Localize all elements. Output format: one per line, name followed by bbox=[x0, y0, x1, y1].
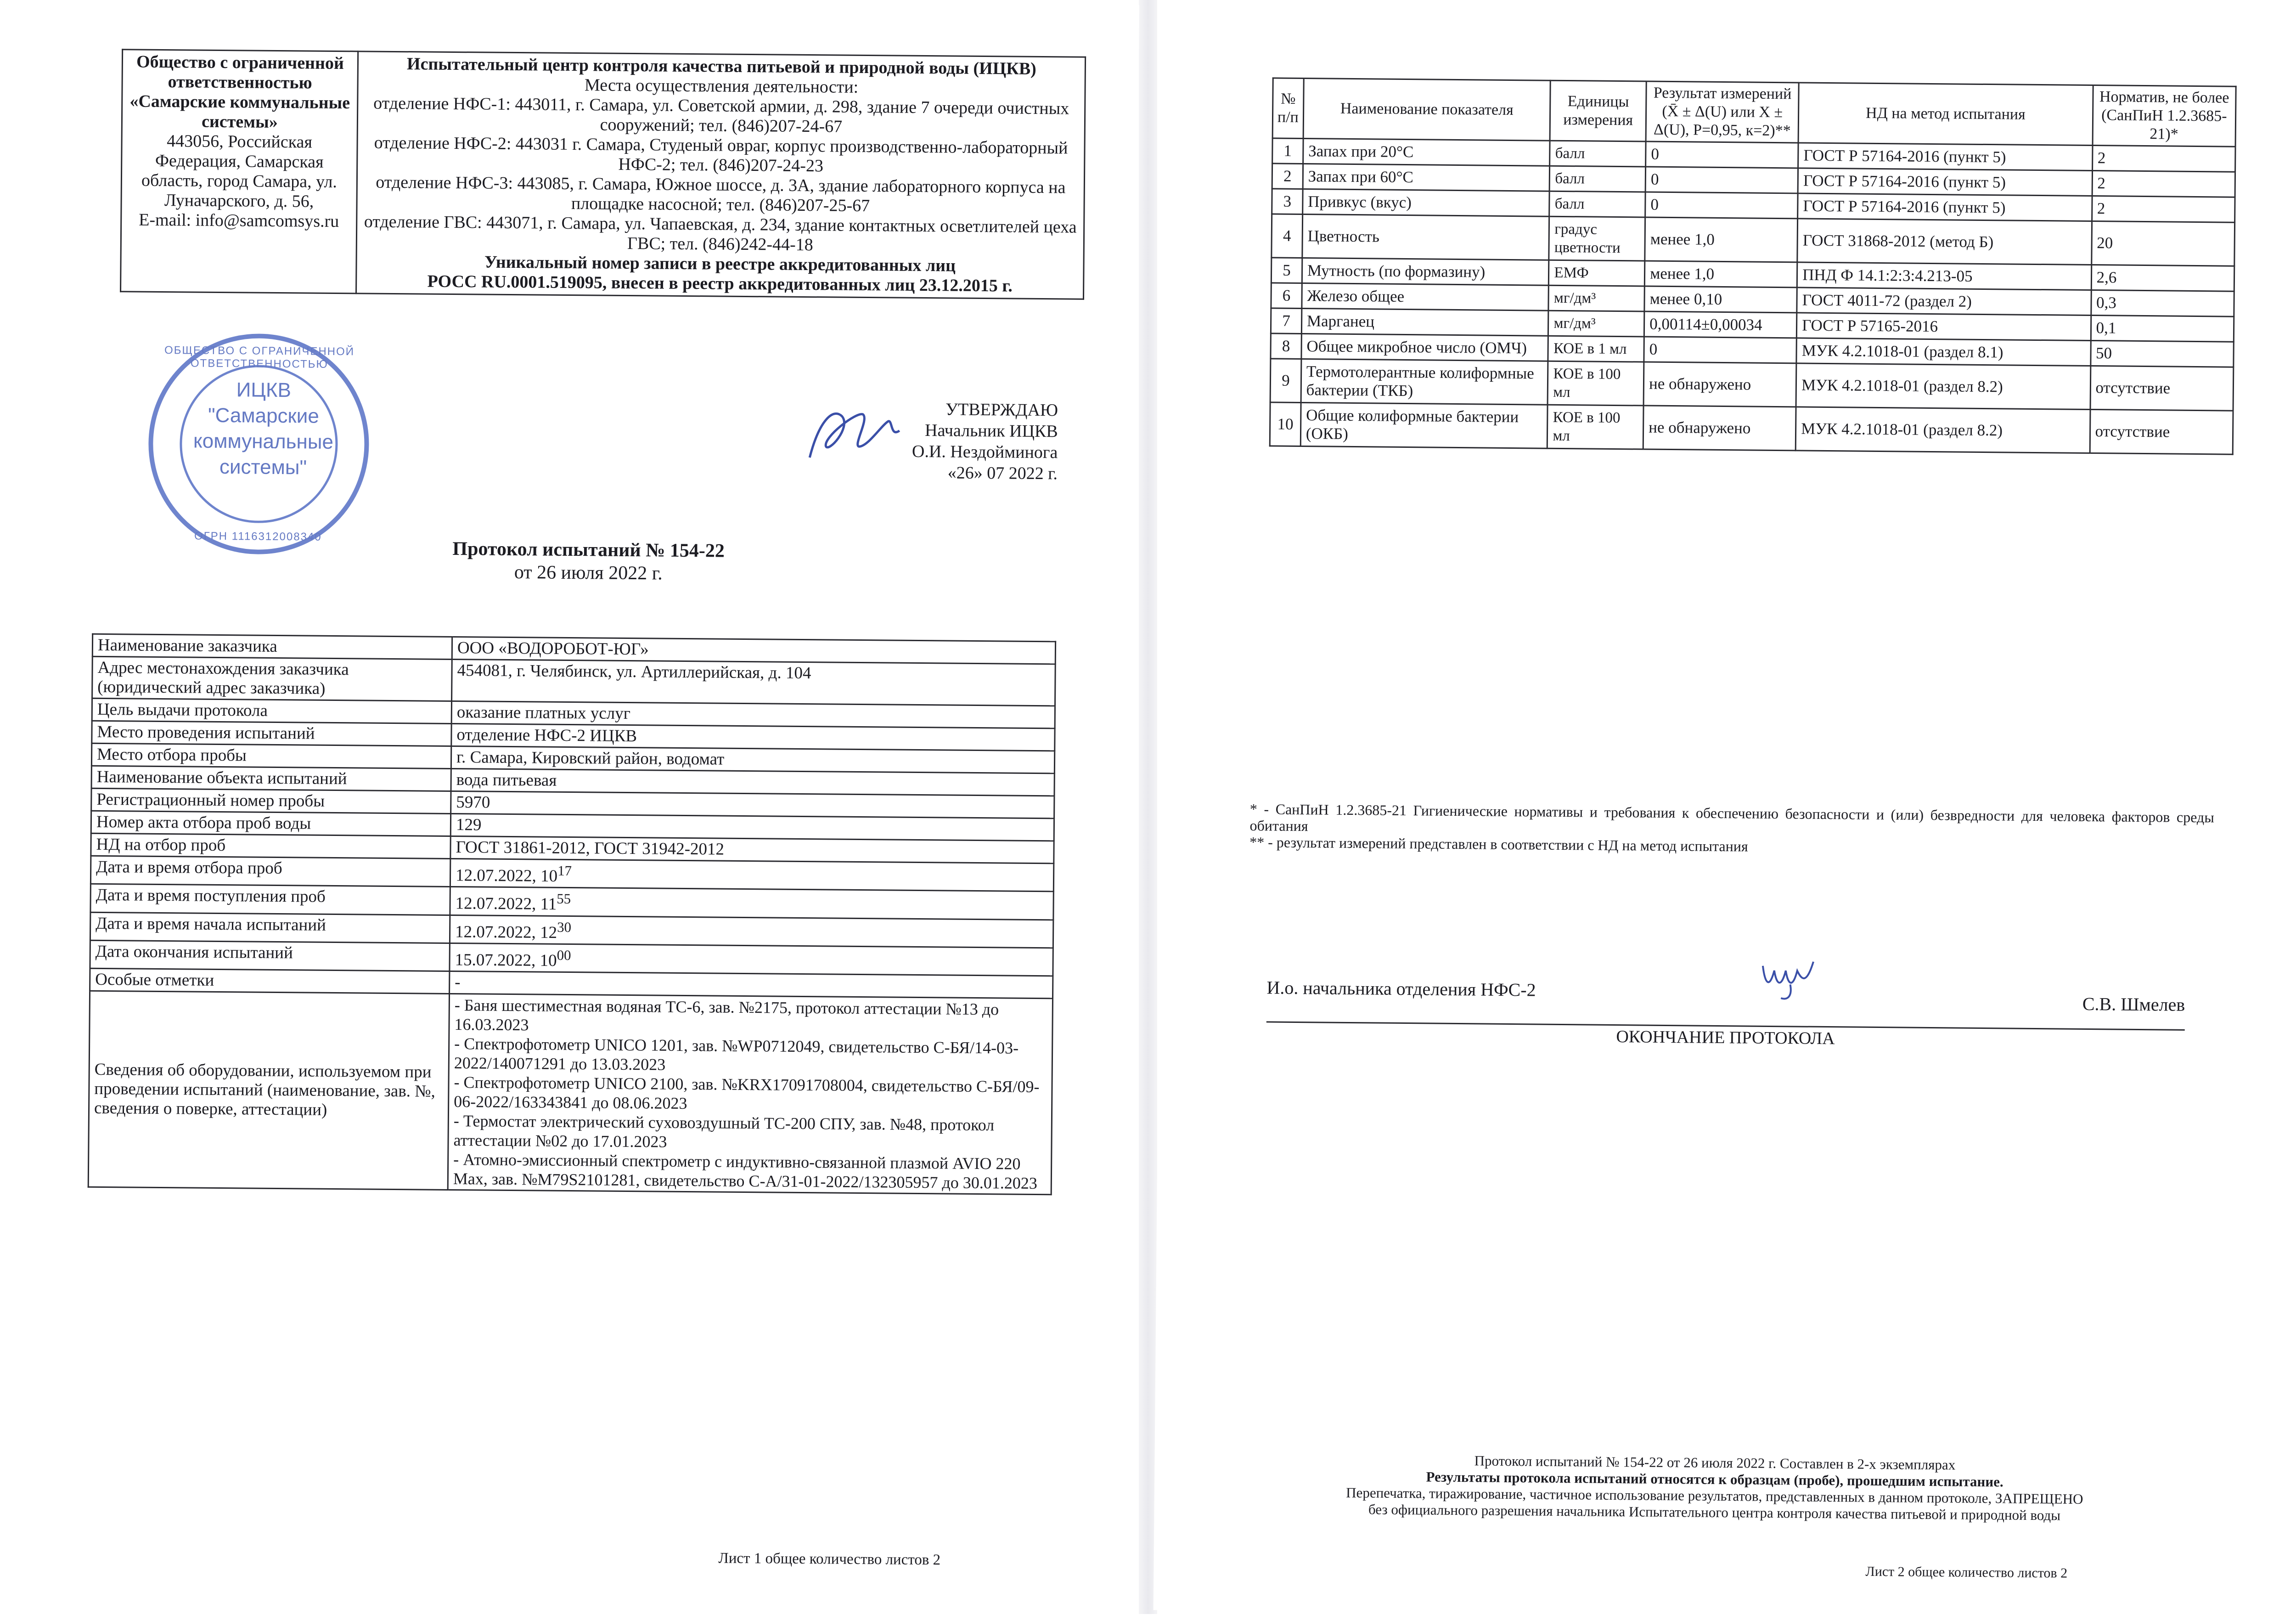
unit: КОЕ в 100 мл bbox=[1548, 405, 1643, 449]
info-label: Дата и время отбора проб bbox=[90, 856, 450, 886]
result-value: 0 bbox=[1645, 192, 1798, 219]
note-sanpin: * - СанПиН 1.2.3685-21 Гигиенические нормативы и требования к обеспечению безопасности и (или) безвредности для человека факторов среды обитания bbox=[1249, 801, 2214, 835]
protocol-page-2 bbox=[1154, 0, 2296, 1620]
center-cell bbox=[356, 51, 1086, 299]
result-value: 0 bbox=[1645, 167, 1798, 193]
unit: балл bbox=[1549, 191, 1645, 217]
seal-line-4: системы" bbox=[219, 455, 307, 479]
test-method: ГОСТ 4011-72 (раздел 2) bbox=[1797, 288, 2091, 316]
row-number: 3 bbox=[1272, 189, 1303, 214]
center-title: Испытательный центр контроля качества питьевой и природной воды (ИЦКВ) bbox=[406, 54, 1036, 79]
test-method: ГОСТ Р 57164-2016 (пункт 5) bbox=[1798, 168, 2092, 196]
org-name: Общество с ограниченной ответственностью «Самарские коммунальные системы» bbox=[129, 52, 350, 132]
test-method: МУК 4.2.1018-01 (раздел 8.2) bbox=[1795, 407, 2090, 453]
equipment-item: - Баня шестиместная водяная ТС-6, зав. №2175, протокол аттестации №13 до 16.03.2023 bbox=[454, 996, 999, 1034]
org-address: 443056, Российская Федерация, Самарская область, город Самара, ул. Луначарского, д. 56, bbox=[141, 131, 338, 211]
info-label: Дата окончания испытаний bbox=[90, 940, 450, 971]
indicator-name: Запах при 20°C bbox=[1303, 139, 1550, 166]
approve-position: Начальник ИЦКВ bbox=[924, 421, 1058, 441]
unit: КОЕ в 1 мл bbox=[1548, 336, 1644, 362]
row-number: 1 bbox=[1272, 138, 1303, 164]
row-number: 5 bbox=[1271, 258, 1302, 283]
org-email: E-mail: info@samcomsys.ru bbox=[139, 210, 339, 231]
info-value-text: 12.07.2022, 12 bbox=[455, 922, 557, 942]
indicator-name: Железо общее bbox=[1302, 283, 1549, 311]
info-value-text: г. Самара, Кировский район, водомат bbox=[456, 748, 725, 769]
seal-line-3: коммунальные bbox=[193, 429, 334, 453]
equipment-item: - Спектрофотометр UNICO 1201, зав. №WP0712049, свидетельство С-БЯ/14-03-2022/140071291 до 13.03.2023 bbox=[454, 1034, 1019, 1074]
indicator-name: Цветность bbox=[1302, 214, 1549, 260]
col-units: Единицы измерения bbox=[1550, 80, 1647, 141]
seal-line-2: "Самарские bbox=[208, 404, 320, 428]
protocol-heading bbox=[359, 536, 818, 586]
letterhead-table bbox=[120, 49, 1086, 299]
approve-title: УТВЕРЖДАЮ bbox=[945, 400, 1058, 420]
results-header-row bbox=[1272, 78, 2236, 147]
seal-ring-top-text: ОБЩЕСТВО С ОГРАНИЧЕННОЙ ОТВЕТСТВЕННОСТЬЮ bbox=[164, 344, 355, 371]
info-label: НД на отбор проб bbox=[91, 833, 450, 858]
info-label: Наименование заказчика bbox=[92, 634, 452, 659]
row-number: 8 bbox=[1271, 333, 1301, 359]
info-value bbox=[450, 943, 1053, 976]
info-label: Дата и время поступления проб bbox=[90, 884, 450, 915]
norm-value: отсутствие bbox=[2090, 409, 2233, 454]
norm-value: 0,3 bbox=[2091, 290, 2234, 317]
info-value bbox=[450, 915, 1053, 948]
note-result: ** - результат измерений представлен в соответствии с НД на метод испытания bbox=[1249, 834, 1748, 855]
col-number: № п/п bbox=[1272, 78, 1304, 139]
info-value-text: 5970 bbox=[456, 793, 490, 812]
disclaimer-line-2: Результаты протокола испытаний относятся к образцам (пробе), прошедшим испытание. bbox=[1426, 1468, 2003, 1490]
result-row bbox=[1272, 214, 2235, 266]
result-value: менее 1,0 bbox=[1645, 217, 1798, 262]
info-value-text: 15.07.2022, 10 bbox=[455, 950, 557, 971]
result-value: 0 bbox=[1644, 337, 1796, 363]
result-value: менее 1,0 bbox=[1644, 261, 1797, 288]
indicator-name: Запах при 60°C bbox=[1303, 164, 1550, 192]
row-number: 4 bbox=[1272, 214, 1303, 258]
result-value: не обнаружено bbox=[1643, 406, 1796, 451]
indicator-name: Мутность (по формазину) bbox=[1302, 258, 1549, 286]
registry-title: Уникальный номер записи в реестре аккредитованных лиц bbox=[484, 252, 956, 276]
result-row bbox=[1270, 402, 2233, 454]
info-label: Дата и время начала испытаний bbox=[90, 912, 450, 943]
info-row bbox=[92, 656, 1056, 706]
info-value-text: отделение НФС-2 ИЦКВ bbox=[456, 725, 637, 746]
norm-value: отсутствие bbox=[2090, 366, 2234, 411]
approve-date: «26» 07 2022 г. bbox=[947, 463, 1058, 484]
result-value: 0 bbox=[1646, 141, 1798, 168]
company-seal-stamp bbox=[148, 333, 370, 555]
equipment-item: - Термостат электрический суховоздушный ТС-200 СПУ, зав. №48, протокол аттестации №02 до 17.01.2023 bbox=[453, 1112, 995, 1151]
approval-block bbox=[736, 397, 1058, 484]
col-norm: Норматив, не более (СанПиН 1.2.3685-21)* bbox=[2093, 85, 2236, 147]
row-number: 2 bbox=[1272, 164, 1303, 189]
result-value: 0,00114±0,00034 bbox=[1644, 311, 1796, 338]
norm-value: 20 bbox=[2091, 221, 2234, 266]
info-value bbox=[450, 887, 1053, 920]
info-value bbox=[450, 858, 1053, 892]
norm-value: 2 bbox=[2092, 171, 2235, 198]
info-value bbox=[452, 659, 1056, 706]
info-value-text: - bbox=[455, 973, 461, 992]
test-method: ГОСТ Р 57165-2016 bbox=[1796, 313, 2091, 341]
info-value-text: оказание платных услуг bbox=[456, 703, 631, 723]
indicator-name: Привкус (вкус) bbox=[1302, 189, 1549, 217]
page-gutter bbox=[1139, 0, 1157, 1614]
disclaimer-block bbox=[1186, 1450, 2243, 1525]
signer-position: И.о. начальника отделения НФС-2 bbox=[1266, 977, 1536, 1000]
unit: мг/дм³ bbox=[1548, 285, 1644, 311]
signature-block bbox=[1266, 961, 2185, 1030]
info-label: Адрес местонахождения заказчика (юридический адрес заказчика) bbox=[92, 656, 452, 701]
unit: балл bbox=[1550, 141, 1646, 167]
table-notes bbox=[1249, 801, 2214, 858]
test-method: ГОСТ Р 57164-2016 (пункт 5) bbox=[1798, 193, 2092, 221]
info-label: Место проведения испытаний bbox=[92, 721, 451, 746]
unit: балл bbox=[1550, 166, 1646, 192]
branch-nfs1: отделение НФС-1: 443011, г. Самара, ул. Советской армии, д. 298, здание 7 очереди очистных сооружений; тел. (846)207-24-67 bbox=[373, 93, 1069, 136]
places-label: Места осуществления деятельности: bbox=[584, 75, 859, 97]
row-number: 9 bbox=[1270, 359, 1301, 403]
equipment-label: Сведения об оборудовании, используемом при проведении испытаний (наименование, зав. №, сведения о поверке, аттестации) bbox=[88, 991, 449, 1190]
page-1-footer: Лист 1 общее количество листов 2 bbox=[718, 1550, 941, 1569]
protocol-date: от 26 июля 2022 г. bbox=[514, 562, 663, 584]
signer-name: С.В. Шмелев bbox=[2082, 993, 2185, 1015]
result-value: не обнаружено bbox=[1643, 362, 1796, 407]
signer-signature bbox=[1753, 952, 1827, 1003]
time-minutes: 55 bbox=[557, 891, 571, 907]
branch-nfs3: отделение НФС-3: 443085, г. Самара, Южное шоссе, д. 3А, здание лабораторного корпуса на площадке насосной; тел. (846)207-25-67 bbox=[376, 172, 1066, 216]
info-label: Место отбора пробы bbox=[91, 743, 451, 768]
info-value-text: 12.07.2022, 11 bbox=[455, 894, 557, 914]
info-label: Номер акта отбора проб воды bbox=[91, 811, 450, 836]
norm-value: 0,1 bbox=[2091, 316, 2234, 342]
org-cell bbox=[121, 50, 358, 294]
time-minutes: 17 bbox=[557, 863, 572, 879]
info-label: Регистрационный номер пробы bbox=[91, 788, 451, 813]
info-value-text: 129 bbox=[456, 815, 482, 835]
indicator-name: Термотолерантные колиформные бактерии (ТКБ) bbox=[1301, 359, 1548, 405]
info-value-text: ООО «ВОДОРОБОТ-ЮГ» bbox=[457, 638, 649, 659]
protocol-page-1 bbox=[0, 0, 1139, 1620]
signature-row bbox=[1266, 961, 2185, 1015]
equipment-item: - Спектрофотометр UNICO 2100, зав. №KRX17091708004, свидетельство С-БЯ/09-06-2022/163343841 до 08.06.2023 bbox=[454, 1073, 1040, 1113]
indicator-name: Марганец bbox=[1301, 309, 1548, 336]
info-value-text: 454081, г. Челябинск, ул. Артиллерийская, д. 104 bbox=[457, 661, 811, 683]
sample-info-table bbox=[88, 633, 1056, 1196]
test-method: МУК 4.2.1018-01 (раздел 8.1) bbox=[1796, 338, 2091, 366]
info-label: Цель выдачи протокола bbox=[92, 698, 451, 723]
disclaimer-line-4: без официального разрешения начальника Испытательного центра контроля качества питьевой и природной воды bbox=[1368, 1501, 2061, 1524]
time-minutes: 30 bbox=[557, 919, 572, 935]
page-2-footer: Лист 2 общее количество листов 2 bbox=[1865, 1564, 2068, 1581]
director-signature bbox=[800, 393, 911, 472]
info-value-text: ГОСТ 31861-2012, ГОСТ 31942-2012 bbox=[456, 838, 725, 859]
indicator-name: Общее микробное число (ОМЧ) bbox=[1301, 334, 1548, 361]
norm-value: 2 bbox=[2092, 146, 2235, 172]
unit: градус цветности bbox=[1549, 216, 1645, 261]
row-number: 7 bbox=[1271, 308, 1301, 334]
equipment-row bbox=[88, 991, 1052, 1195]
results-table bbox=[1269, 77, 2237, 455]
equipment-item: - Атомно-эмиссионный спектрометр с индуктивно-связанной плазмой AVIO 220 Max, зав. №M79S2101281, свидетельство С-А/31-01-2022/132305957 до 30.01.2023 bbox=[453, 1150, 1037, 1193]
approve-name: О.И. Нездойминога bbox=[912, 441, 1058, 463]
info-label: Наименование объекта испытаний bbox=[91, 766, 451, 791]
unit: мг/дм³ bbox=[1548, 310, 1644, 337]
disclaimer-line-3: Перепечатка, тиражирование, частичное использование результатов, представленных в данном протоколе, ЗАПРЕЩЕНО bbox=[1346, 1484, 2083, 1507]
equipment-list bbox=[448, 994, 1052, 1195]
row-number: 10 bbox=[1270, 402, 1301, 446]
row-number: 6 bbox=[1271, 283, 1302, 309]
info-value-text: 12.07.2022, 10 bbox=[455, 866, 558, 886]
registry-number: РОСС RU.0001.519095, внесен в реестр аккредитованных лиц 23.12.2015 г. bbox=[427, 271, 1013, 296]
result-value: менее 0,10 bbox=[1644, 286, 1797, 313]
seal-line-1: ИЦКВ bbox=[236, 378, 292, 402]
test-method: ГОСТ 31868-2012 (метод Б) bbox=[1797, 219, 2092, 265]
test-method: ПНД Ф 14.1:2:3:4.213-05 bbox=[1797, 262, 2091, 290]
unit: КОЕ в 100 мл bbox=[1548, 361, 1643, 406]
seal-center-text bbox=[171, 377, 356, 481]
protocol-title: Протокол испытаний № 154-22 bbox=[452, 538, 725, 562]
protocol-end-label: ОКОНЧАНИЕ ПРОТОКОЛА bbox=[1616, 1027, 1835, 1049]
test-method: ГОСТ Р 57164-2016 (пункт 5) bbox=[1798, 143, 2093, 171]
col-indicator: Наименование показателя bbox=[1303, 79, 1551, 141]
indicator-name: Общие колиформные бактерии (ОКБ) bbox=[1300, 402, 1548, 448]
branch-gvs: отделение ГВС: 443071, г. Самара, ул. Чапаевская, д. 234, здание контактных осветлителей цеха ГВС; тел. (846)242-44-18 bbox=[364, 212, 1077, 255]
info-value-text: вода питьевая bbox=[456, 770, 557, 790]
norm-value: 2 bbox=[2092, 196, 2235, 223]
norm-value: 50 bbox=[2090, 341, 2234, 367]
disclaimer-line-1: Протокол испытаний № 154-22 от 26 июля 2022 г. Составлен в 2-х экземплярах bbox=[1474, 1452, 1956, 1473]
test-method: МУК 4.2.1018-01 (раздел 8.2) bbox=[1796, 363, 2090, 410]
result-row bbox=[1270, 359, 2234, 411]
seal-ring-bottom-text: ОГРН 1116312008340 bbox=[194, 530, 322, 543]
col-result: Результат измерений (X̄ ± Δ(U) или X ± Δ(U), P=0,95, к=2)** bbox=[1646, 81, 1799, 143]
info-label: Особые отметки bbox=[90, 969, 450, 994]
col-method: НД на метод испытания bbox=[1798, 83, 2093, 146]
unit: ЕМФ bbox=[1549, 260, 1645, 286]
time-minutes: 00 bbox=[557, 947, 571, 964]
norm-value: 2,6 bbox=[2091, 265, 2234, 292]
branch-nfs2: отделение НФС-2: 443031 г. Самара, Студеный овраг, корпус производственно-лабораторный НФС-2; тел. (846)207-24-23 bbox=[374, 133, 1068, 176]
